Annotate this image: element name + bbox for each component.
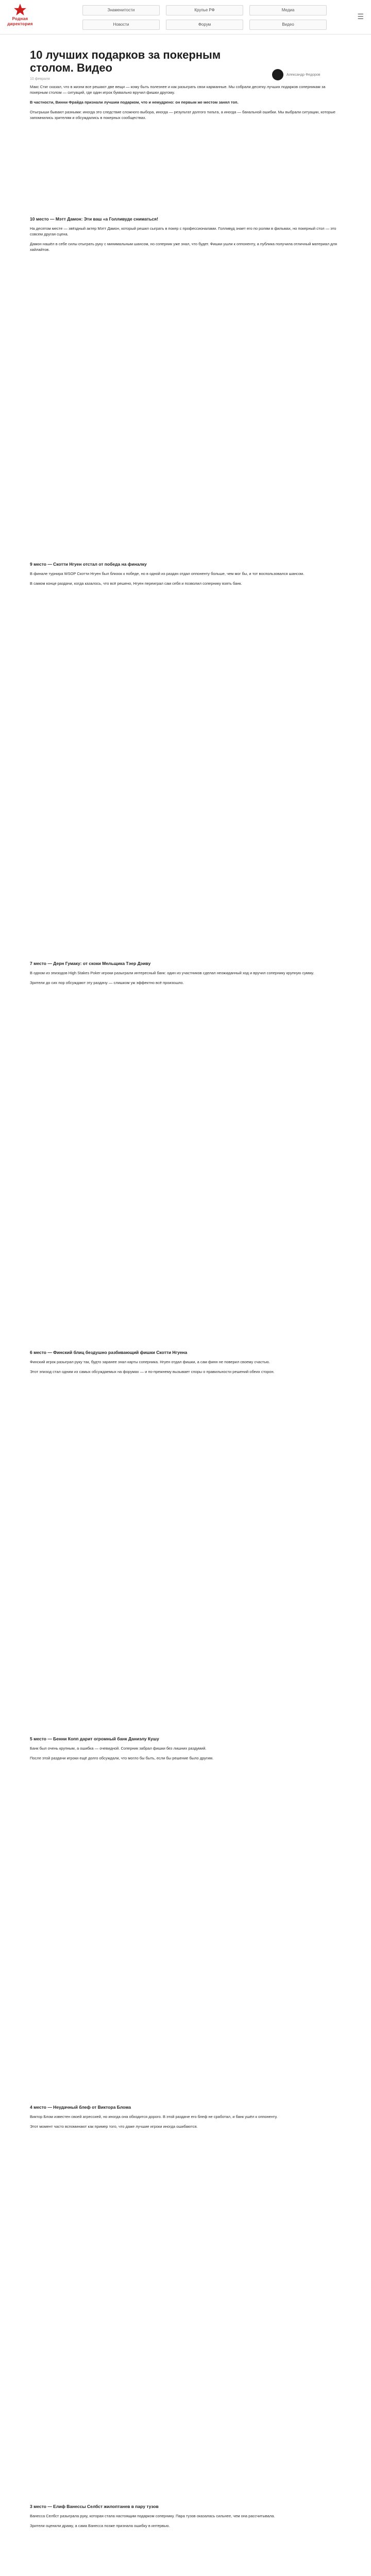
section-paragraph: Этот эпизод стал одним из самых обсуждаемых на форумах — и по-прежнему вызывает споры о правильности решений обеих сторон. — [30, 1369, 275, 1374]
video-embed-7[interactable] — [30, 997, 339, 1244]
section-heading: 7 место — Дерн Гумаку: от скоки Мельщика Тэер Дэиву — [30, 961, 151, 966]
video-embed-6[interactable] — [30, 1401, 339, 1618]
video-embed-4[interactable] — [30, 2146, 339, 2393]
section-7 — [30, 961, 339, 990]
section-paragraph: Дамон нашёл в себе силы отыграть руку с минимальным шансом, но соперник уже знал, что будет. Фишки ушли к оппоненту, а публика получила отличный материал для хайлайтов. — [30, 242, 337, 252]
site-logo[interactable] — [6, 3, 34, 27]
logo-text: Родная директория — [7, 16, 33, 26]
section-heading: 3 место — Елиф Ванессы Селбст жилоптанев в пару тузов — [30, 2504, 159, 2509]
section-paragraph: Ванесса Селбст разыграла руку, которая стала настоящим подарком сопернику. Пара тузов оказалась сильнее, чем она рассчитывала. — [30, 2514, 275, 2518]
section-paragraph: Зрители до сих пор обсуждают эту раздачу — слишком уж эффектно всё произошло. — [30, 980, 184, 985]
section-heading: 4 место — Неудачный блеф от Виктора Блома — [30, 2105, 131, 2110]
article-quote: В частности, Винни Фрайда признали лучшим подарком, что и немудрено: он первым же местом занял топ. — [30, 100, 239, 105]
section-9 — [30, 562, 339, 590]
article-title: 10 лучших подарков за покерным столом. Видео — [30, 48, 221, 74]
nav-item-news[interactable]: Новости — [82, 20, 160, 30]
video-embed-10[interactable] — [30, 263, 339, 433]
main-nav — [82, 5, 330, 30]
article-header — [30, 48, 339, 125]
section-6 — [30, 1350, 339, 1379]
video-embed-9[interactable] — [30, 605, 339, 853]
section-heading: 6 место — Финский блиц бездушно разбивающий фишки Скотти Нгуена — [30, 1350, 188, 1355]
section-paragraph: В самом конце раздачи, когда казалось, что всё решено, Нгуен переиграл сам себя и позволил сопернику взять банк. — [30, 581, 242, 586]
article-intro: Отыгрыши бывают разными: иногда это следствие сложного выбора, иногда — результат долгого тильта, а иногда — банальной ошибки. Мы выбрали ситуации, которые запомнились зрителям и обсуждались в покерных сообществах. — [30, 110, 335, 120]
section-paragraph: Финский игрок разыграл руку так, будто заранее знал карты соперника. Нгуен отдал фишки, а сам финн не поверил своему счастью. — [30, 1360, 270, 1364]
nav-item-celebrities[interactable]: Знаменитости — [82, 5, 160, 15]
star-logo-icon — [13, 3, 27, 16]
author-avatar — [272, 69, 283, 80]
nav-item-croupier[interactable]: Крупье РФ — [166, 5, 243, 15]
section-paragraph: Виктор Блом известен своей агрессией, но иногда она обходится дорого. В этой раздаче его блеф не сработал, и банк ушёл к оппоненту. — [30, 2114, 278, 2119]
section-heading: 9 место — Скотти Нгуен отстал от победа на финалку — [30, 562, 147, 567]
section-paragraph: На десятом месте — звёздный актер Мэтт Дамон, который решил сыграть в покер с профессионалами. Голливуд знает его по ролям в фильмах, но покерный стол — это совсем другая сцена. — [30, 226, 336, 236]
section-paragraph: В одном из эпизодов High Stakes Poker игроки разыграли интересный банк: один из участников сделал неожиданный ход и вручил сопернику крупную сумму. — [30, 971, 314, 975]
nav-item-forum[interactable]: Форум — [166, 20, 243, 30]
article-lead: Макс Стиг сказал, что в жизни все решают две вещи — кому быть полезнее и как разыграть свои карманные. Мы собрали десятку лучших подарков соперникам за покерным столом — ситуаций, где один игрок буквально вручил фишки другому. — [30, 84, 326, 95]
section-paragraph: В финале турнира WSOP Скотти Нгуен был близок к победе, но в одной из раздач отдал оппоненту больше, чем мог бы, и тот воспользовался шансом. — [30, 571, 305, 576]
section-10 — [30, 216, 339, 257]
nav-item-video[interactable]: Видео — [249, 20, 327, 30]
video-embed-5[interactable] — [30, 1783, 339, 1999]
section-heading: 5 место — Бенни Копп дарит огромный банк Даниэлу Кушу — [30, 1736, 159, 1741]
author-name: Александр Федоров — [286, 73, 321, 77]
section-paragraph: После этой раздачи игроки ещё долго обсуждали, что могло бы быть, если бы решение было другим. — [30, 1756, 214, 1760]
site-header — [0, 0, 371, 35]
section-paragraph: Банк был очень крупным, а ошибка — очевидной. Соперник забрал фишки без лишних раздумий. — [30, 1746, 207, 1751]
section-paragraph: Зрители оценили драму, а сама Ванесса позже признала ошибку в интервью. — [30, 2523, 170, 2528]
section-3 — [30, 2504, 339, 2533]
article-date: 10 февраля — [30, 77, 50, 81]
video-embed-3[interactable] — [30, 2543, 339, 2576]
section-heading: 10 место — Мэтт Дамон: Эти ваш «а Голливуде сниматься! — [30, 216, 158, 222]
menu-icon[interactable]: ☰ — [357, 12, 364, 21]
nav-item-media[interactable]: Медиа — [249, 5, 327, 15]
section-4 — [30, 2105, 339, 2133]
section-5 — [30, 1736, 339, 1765]
section-paragraph: Этот момент часто вспоминают как пример того, что даже лучшие игроки иногда ошибаются. — [30, 2124, 198, 2129]
author-block[interactable] — [272, 69, 321, 80]
